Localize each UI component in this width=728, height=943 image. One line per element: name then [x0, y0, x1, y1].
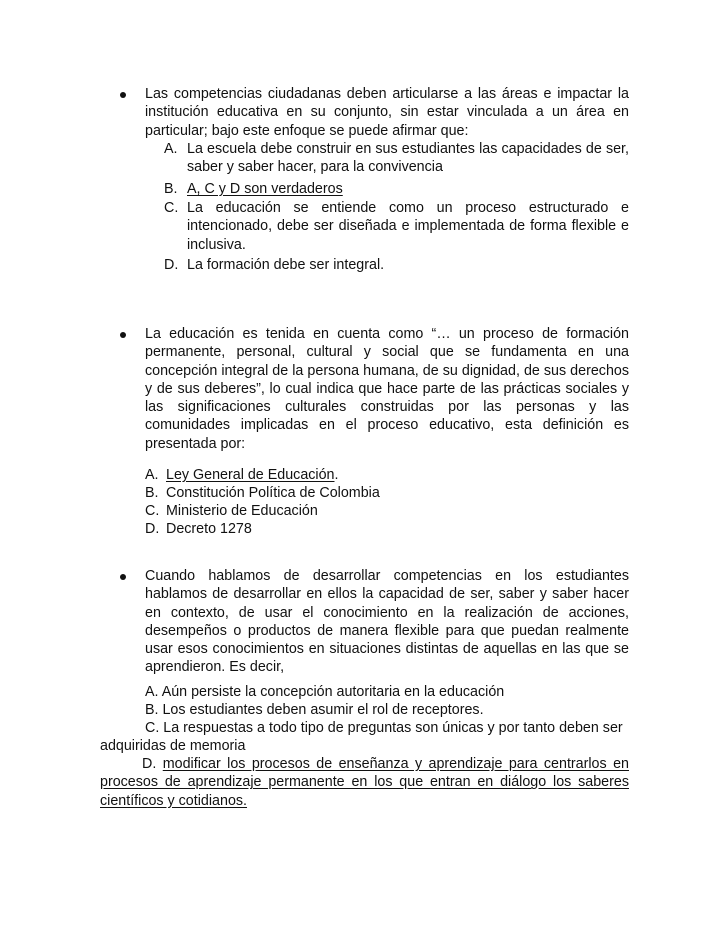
option-letter: D.: [142, 756, 157, 772]
question-1-stem: Las competencias ciudadanas deben articularse a las áreas e impactar la institución educativa en su conjunto, sin estar vinculada a un área en particular; bajo este enfoque se puede afirmar que:: [145, 86, 629, 139]
option-text: La formación debe ser integral.: [187, 257, 385, 273]
question-3-option-a: A. Aún persiste la concepción autoritaria en la educación: [145, 684, 505, 700]
question-3-option-c-line2: adquiridas de memoria: [100, 738, 246, 754]
option-text-wrap: [166, 466, 338, 484]
question-1-option-b: [164, 180, 629, 198]
option-text: Decreto 1278: [166, 521, 252, 537]
bullet-icon: [120, 332, 126, 338]
question-2-stem: La educación es tenida en cuenta como “… un proceso de formación permanente, personal, cultural y social que se fundamenta en una concepción integral de la persona humana, de su dignidad, de sus derechos y de sus deberes”, lo cual indica que hace parte de las prácticas sociales y las significaciones culturales construidas por las personas y las comunidades implicadas en el proceso educativo, esta definición es presentada por:: [145, 326, 629, 452]
bullet-icon: [120, 574, 126, 580]
option-text: La escuela debe construir en sus estudiantes las capacidades de ser, saber y saber hacer, para la convivencia: [187, 141, 629, 176]
question-3-option-c-line1: C. La respuestas a todo tipo de preguntas son únicas y por tanto deben ser: [145, 720, 623, 736]
question-3-option-b: B. Los estudiantes deben asumir el rol de receptores.: [145, 702, 484, 718]
question-2-option-c: [145, 502, 629, 520]
question-1-option-c: [164, 199, 629, 254]
question-1-option-d: [164, 256, 629, 274]
question-2-option-b: [145, 484, 629, 502]
option-letter: B.: [164, 181, 178, 197]
option-text: Ministerio de Educación: [166, 503, 318, 519]
option-letter: A.: [145, 467, 159, 483]
question-2-option-d: [145, 520, 629, 538]
option-text: A, C y D son verdaderos: [187, 181, 343, 197]
question-2-option-a: [145, 466, 629, 484]
option-suffix: .: [334, 467, 339, 483]
option-letter: A.: [164, 141, 178, 157]
question-3-option-d: [100, 755, 629, 810]
bullet-icon: [120, 92, 126, 98]
option-letter: C.: [145, 503, 160, 519]
question-3-stem: Cuando hablamos de desarrollar competencias en los estudiantes hablamos de desarrollar en ellos la capacidad de ser, saber y saber hacer en contexto, de usar el conocimiento en la realización de acciones, desempeños o productos de manera flexible para que puedan realmente usar esos conocimientos en situaciones distintas de aquellas en las que se aprendieron. Es decir,: [145, 568, 629, 676]
option-letter: C.: [164, 200, 179, 216]
option-letter: B.: [145, 485, 159, 501]
option-text: La educación se entiende como un proceso estructurado e intencionado, debe ser diseñada e implementada de forma flexible e inclusiva.: [187, 200, 629, 253]
option-text: modificar los procesos de enseñanza y aprendizaje para centrarlos en procesos de aprendizaje permanente en los que entran en diálogo los saberes científicos y cotidianos.: [100, 756, 629, 809]
question-1-option-a: [164, 140, 629, 177]
option-letter: D.: [145, 521, 160, 537]
option-text: Constitución Política de Colombia: [166, 485, 380, 501]
option-letter: D.: [164, 257, 179, 273]
option-text: Ley General de Educación: [166, 467, 335, 483]
